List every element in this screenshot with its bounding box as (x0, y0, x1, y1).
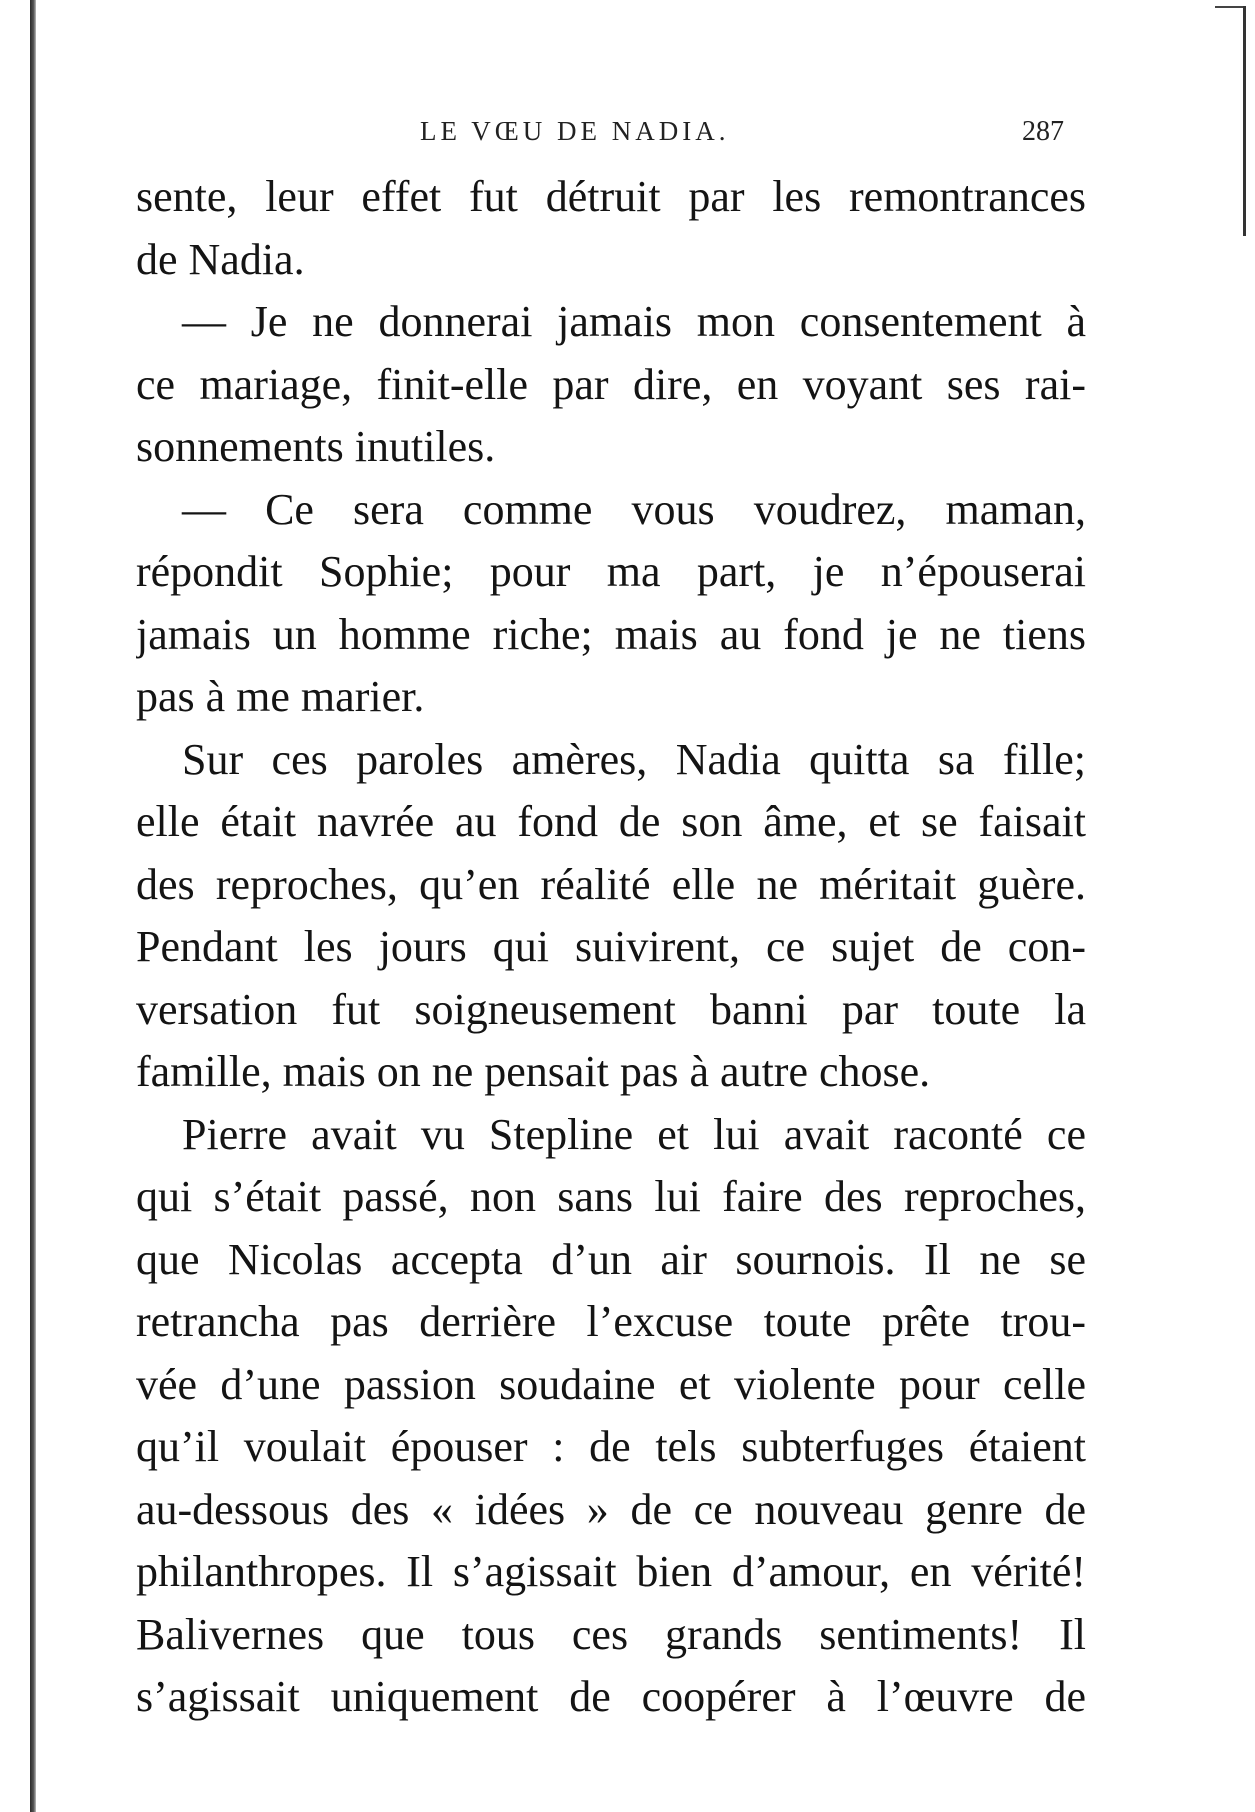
text-line: — Je ne donnerai jamais mon consentement à (182, 297, 1086, 346)
text-line: s’agissait uniquement de coopérer à l’œuvre de (136, 1672, 1086, 1721)
text-line: jamais un homme riche; mais au fond je ne tiens (136, 609, 1086, 659)
text-line: que Nicolas accepta d’un air sournois. Il ne se (136, 1234, 1086, 1284)
text-line: Pendant les jours qui suivirent, ce sujet de con- (136, 922, 1086, 971)
text-line: sonnements inutiles. (136, 422, 496, 471)
text-line: ce mariage, finit-elle par dire, en voyant ses rai- (136, 359, 1086, 409)
text-line: de Nadia. (136, 234, 305, 284)
text-line: famille, mais on ne pensait pas à autre chose. (136, 1047, 931, 1096)
text-line: versation fut soigneusement banni par toute la (136, 984, 1086, 1034)
page-edge-top (1215, 6, 1245, 8)
text-line: — Ce sera comme vous voudrez, maman, (182, 484, 1086, 534)
text-line: des reproches, qu’en réalité elle ne méritait guère. (136, 859, 1086, 909)
text-line: vée d’une passion soudaine et violente pour celle (136, 1359, 1086, 1409)
text-line: pas à me marier. (136, 672, 425, 721)
text-line: Balivernes que tous ces grands sentiments! Il (136, 1609, 1086, 1659)
body-text (136, 166, 1086, 1729)
text-line: répondit Sophie; pour ma part, je n’épouserai (136, 547, 1086, 596)
text-line: retrancha pas derrière l’excuse toute prête trou- (136, 1297, 1086, 1346)
page-edge-right (1243, 6, 1246, 236)
text-line: au-dessous des « idées » de ce nouveau genre de (136, 1484, 1086, 1534)
text-line: qu’il voulait épouser : de tels subterfuges étaient (136, 1422, 1086, 1471)
binding-edge (30, 0, 36, 1812)
page-number: 287 (1022, 116, 1064, 147)
text-line: philanthropes. Il s’agissait bien d’amour, en vérité! (136, 1547, 1086, 1596)
text-line: elle était navrée au fond de son âme, et se faisait (136, 797, 1086, 846)
running-title: LE VŒU DE NADIA. (420, 116, 730, 146)
text-line: sente, leur effet fut détruit par les remontrances (136, 172, 1086, 221)
text-line: Sur ces paroles amères, Nadia quitta sa fille; (182, 734, 1086, 784)
text-line: Pierre avait vu Stepline et lui avait raconté ce (182, 1109, 1086, 1159)
text-line: qui s’était passé, non sans lui faire des reproches, (136, 1172, 1086, 1221)
